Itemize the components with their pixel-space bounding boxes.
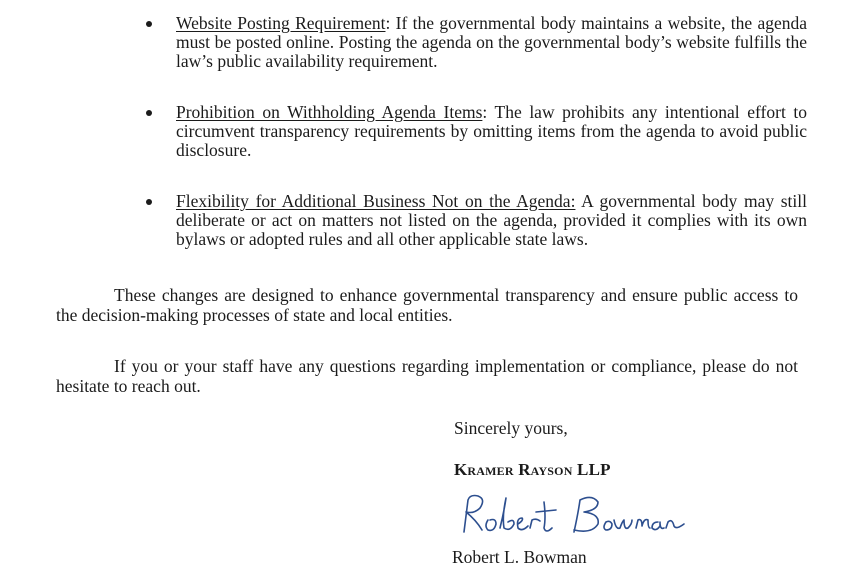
- bullet-text: : If the governmental body maintains a website, the agenda must be posted online. Posting the agenda on the governmental body’s website fulfills the law’s public availability requirement.: [176, 13, 808, 71]
- bullet-term: Prohibition on Withholding Agenda Items: [176, 102, 483, 122]
- bullet-item-flexibility: [142, 192, 807, 249]
- body-paragraph-questions: If you or your staff have any questions regarding implementation or compliance, please do not hesitate to reach out.: [56, 356, 798, 396]
- firm-name: Kramer Rayson LLP: [454, 460, 611, 479]
- signer-name: Robert L. Bowman: [452, 547, 587, 567]
- bullet-term: Flexibility for Additional Business Not on the Agenda:: [176, 191, 576, 211]
- bullet-icon: [146, 21, 152, 27]
- bullet-item-prohibition-withholding: [142, 103, 807, 160]
- closing-salutation: Sincerely yours,: [454, 418, 568, 438]
- bullet-term: Website Posting Requirement: [176, 13, 386, 33]
- handwritten-signature: [452, 490, 692, 542]
- bullet-text: A governmental body may still deliberate or act on matters not listed on the agenda, provided it complies with its own bylaws or adopted rules and all other applicable state laws.: [176, 191, 807, 249]
- bullet-icon: [146, 199, 152, 205]
- bullet-icon: [146, 110, 152, 116]
- bullet-list: [142, 14, 807, 281]
- bullet-item-website-posting: [142, 14, 807, 71]
- bullet-text: : The law prohibits any intentional effort to circumvent transparency requirements by omitting items from the agenda to avoid public disclosure.: [176, 102, 808, 160]
- body-paragraph-transparency: These changes are designed to enhance governmental transparency and ensure public access to the decision-making processes of state and local entities.: [56, 285, 798, 325]
